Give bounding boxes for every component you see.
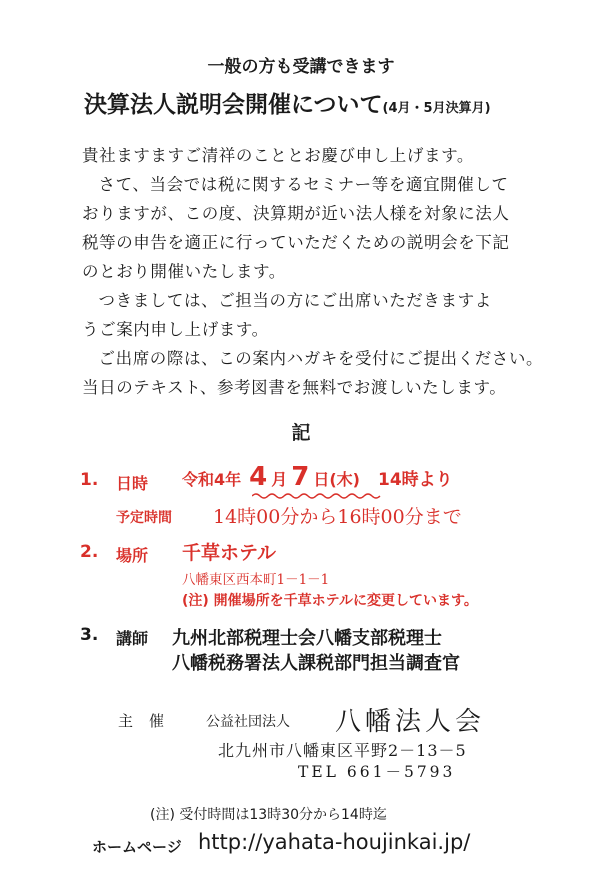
host-address: 北九州市八幡東区平野2－13－5 — [218, 741, 467, 760]
item-number-lecturer: 3. — [80, 625, 99, 645]
body-line: さて、当会では税に関するセミナー等を適宜開催して — [98, 175, 509, 194]
page-title — [84, 86, 491, 119]
venue-name: 千草ホテル — [182, 542, 277, 564]
body-line: 当日のテキスト、参考図書を無料でお渡しいたします。 — [82, 378, 507, 397]
lecturer-line-1: 九州北部税理士会八幡支部税理士 — [172, 628, 442, 649]
start-time: 14時より — [377, 470, 453, 490]
title-note: (4月・5月決算月) — [382, 101, 491, 116]
homepage-link[interactable]: http://yahata-houjinkai.jp/ — [198, 830, 471, 854]
host-org-type: 公益社団法人 — [206, 714, 290, 730]
venue-note: (注) 開催場所を千草ホテルに変更しています。 — [182, 593, 478, 609]
date-month: 4 — [249, 462, 268, 492]
body-line: つきましては、ご担当の方にご出席いただきますよ — [98, 291, 492, 310]
venue-address: 八幡東区西本町1－1－1 — [182, 572, 330, 588]
subtitle: 一般の方も受講できます — [207, 57, 395, 77]
lecturer-line-2: 八幡税務署法人課税部門担当調査官 — [172, 653, 460, 674]
item-label-lecturer: 講師 — [116, 629, 149, 648]
schedule-time: 14時00分から16時00分まで — [213, 506, 462, 528]
item-number-place: 2. — [80, 542, 99, 562]
item-label-place: 場所 — [116, 546, 149, 565]
host-label: 主催 — [118, 712, 181, 730]
date-day-unit: 日(木) — [313, 470, 360, 489]
item-number-datetime: 1. — [80, 470, 99, 490]
host-org-name: 八幡法人会 — [335, 707, 486, 737]
wavy-underline — [252, 492, 384, 500]
body-line: のとおり開催いたします。 — [82, 262, 286, 281]
homepage-label: ホームページ — [92, 838, 182, 856]
date-era-year: 令和4年 — [182, 470, 242, 489]
title-text: 決算法人説明会開催について — [84, 92, 383, 118]
event-date — [182, 462, 453, 492]
item-label-datetime: 日時 — [116, 474, 149, 493]
body-line: うご案内申し上げます。 — [82, 320, 269, 339]
reception-note: (注) 受付時間は13時30分から14時迄 — [150, 807, 387, 823]
body-line: おりますが、この度、決算期が近い法人様を対象に法人 — [82, 204, 510, 223]
body-line: 税等の申告を適正に行っていただくための説明会を下記 — [82, 233, 510, 252]
host-tel: TEL 661－5793 — [298, 763, 456, 781]
body-line: ご出席の際は、この案内ハガキを受付にご提出ください。 — [98, 349, 544, 368]
body-line: 貴社ますますご清祥のこととお慶び申し上げます。 — [82, 146, 474, 165]
date-day: 7 — [291, 462, 310, 492]
ki-heading: 記 — [291, 422, 311, 444]
schedule-label: 予定時間 — [116, 510, 172, 526]
date-month-unit: 月 — [271, 470, 288, 489]
